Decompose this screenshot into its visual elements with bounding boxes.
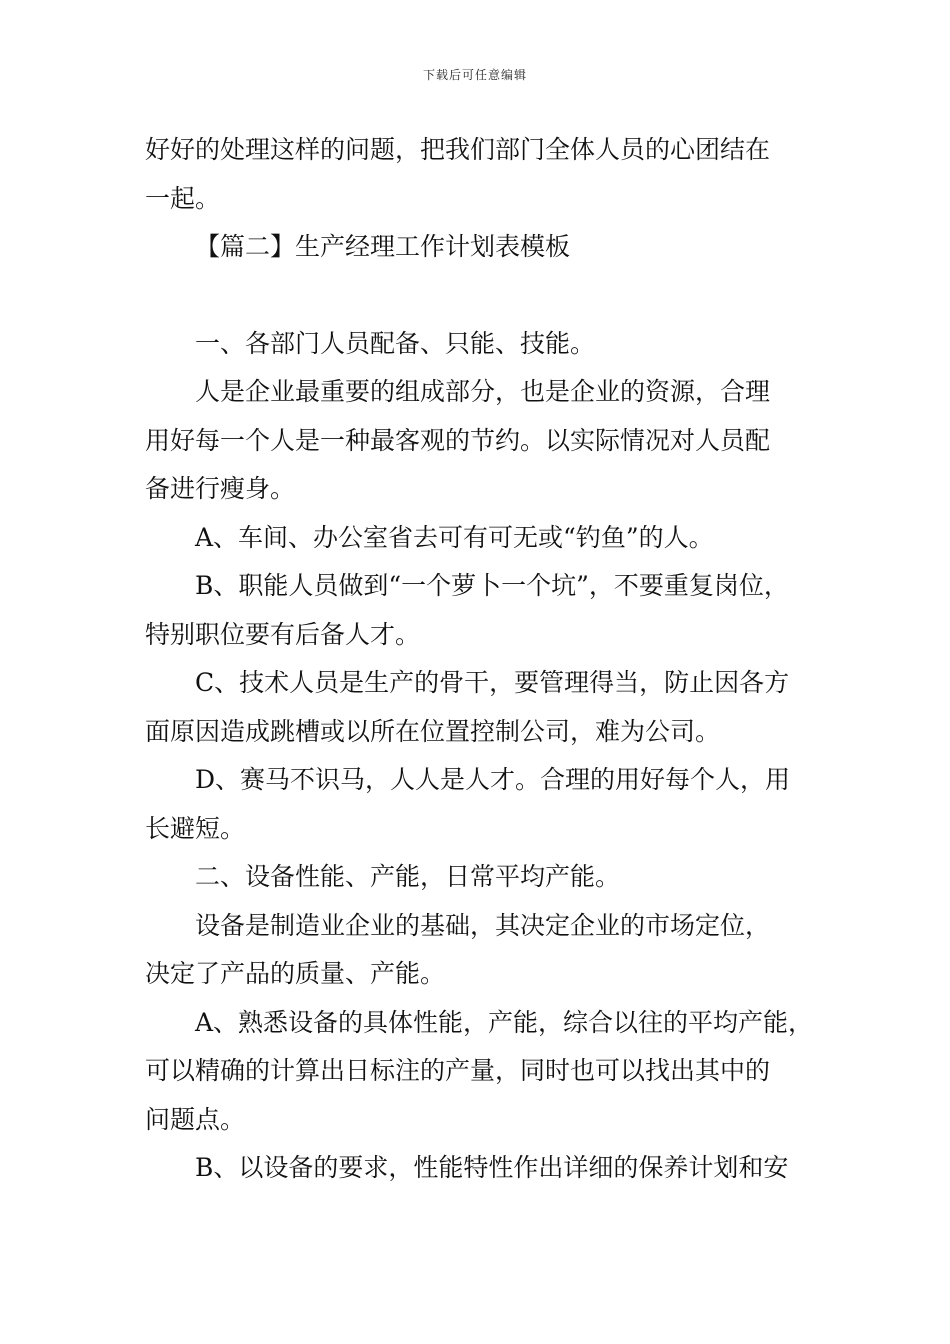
text-line: 决定了产品的质量、产能。: [145, 959, 446, 988]
list-item: B、以设备的要求，性能特性作出详细的保养计划和安: [195, 1153, 789, 1182]
text-line: 面原因造成跳槽或以所在位置控制公司，难为公司。: [145, 716, 721, 746]
list-item: A、车间、办公室省去可有可无或“钓鱼”的人。: [195, 522, 714, 552]
text-line: 一起。: [145, 183, 221, 213]
text-line: 特别职位要有后备人才。: [145, 619, 421, 649]
section-title: 【篇二】生产经理工作计划表模板: [195, 232, 571, 261]
blank-line: [145, 272, 815, 320]
list-item: A、熟悉设备的具体性能，产能，综合以往的平均产能，: [195, 1007, 814, 1037]
text-line: 人是企业最重要的组成部分，也是企业的资源，合理: [195, 377, 771, 406]
text-line: 问题点。: [145, 1104, 246, 1134]
text-line: 用好每一个人是一种最客观的节约。以实际情况对人员配: [145, 425, 771, 455]
list-item: D、赛马不识马，人人是人才。合理的用好每个人，用: [195, 765, 791, 794]
document-body: [145, 126, 815, 1193]
text-line: 好好的处理这样的问题，把我们部门全体人员的心团结在: [145, 135, 771, 164]
section-heading: 一、各部门人员配备、只能、技能。: [195, 328, 596, 358]
list-item: C、技术人员是生产的骨干，要管理得当，防止因各方: [195, 668, 790, 697]
section-heading: 二、设备性能、产能，日常平均产能。: [195, 862, 621, 891]
page-header: 下载后可任意编辑: [422, 68, 527, 82]
list-item: B、职能人员做到“一个萝卜一个坑”，不要重复岗位，: [195, 571, 789, 600]
text-line: 长避短。: [145, 813, 246, 843]
text-line: 可以精确的计算出日标注的产量，同时也可以找出其中的: [145, 1056, 771, 1085]
text-line: 设备是制造业企业的基础，其决定企业的市场定位，: [195, 910, 771, 940]
text-line: 备进行瘦身。: [145, 474, 296, 503]
